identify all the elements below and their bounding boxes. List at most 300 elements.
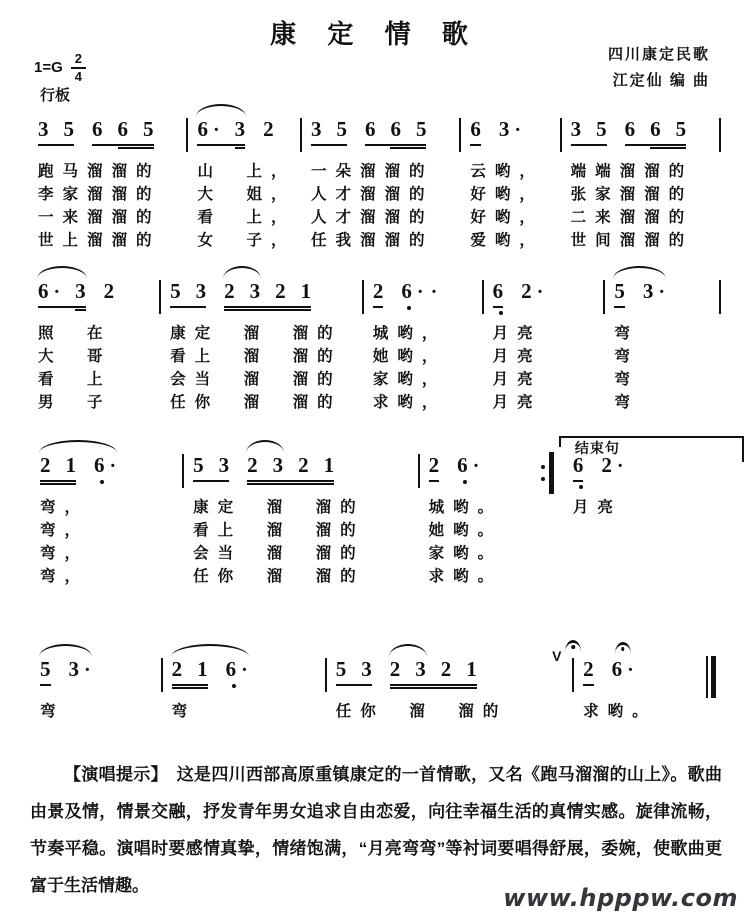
final-barline: [706, 638, 726, 698]
note-digit: 2: [298, 453, 309, 477]
lyric-line: 人才溜溜的: [310, 209, 434, 226]
note-6: [612, 659, 634, 680]
note-6: [94, 455, 116, 476]
note-digit: 1: [300, 279, 312, 303]
note-2: [104, 281, 115, 302]
barline-stroke: [719, 118, 721, 152]
beam-group: [429, 455, 440, 482]
note-digit: 5: [335, 657, 347, 681]
note-3: [499, 119, 521, 140]
notes-row: [191, 434, 410, 496]
note-2: [441, 659, 452, 680]
fermata-icon: [615, 642, 631, 654]
measure: [334, 638, 565, 723]
barline-stroke: [572, 658, 574, 692]
credit-arranger: 江定仙 编 曲: [612, 72, 710, 89]
thick-line: [711, 656, 716, 698]
note-1: [466, 659, 477, 680]
note-5: [614, 281, 625, 302]
measure: [309, 98, 452, 252]
beam-group: [470, 119, 481, 146]
note-6: [470, 119, 481, 140]
note-6: [457, 455, 479, 476]
beam-group: [247, 455, 334, 482]
repeat-dot: [541, 477, 545, 481]
augmentation-dot: ·: [658, 280, 666, 303]
measure: [491, 260, 597, 414]
note-6: [118, 119, 129, 140]
note-digit: 5: [336, 117, 347, 141]
lyric-line: 家哟，: [372, 371, 447, 388]
measure: [191, 434, 410, 588]
note-digit: 2: [103, 279, 115, 303]
notes-row: [581, 638, 706, 700]
lyric-line: 爱哟，: [470, 232, 544, 249]
lyric-line: 女 子，: [197, 232, 296, 249]
lyric-line: 二来溜溜的: [570, 209, 694, 226]
lyric-line: 任你 溜 溜的: [335, 703, 508, 720]
beam-group: [573, 455, 584, 482]
lyric-line: 看上 溜 溜的: [193, 522, 365, 539]
sixteenth-beam-group: [247, 455, 334, 476]
staff-system-1: [36, 98, 728, 252]
lyric-line: 男 子: [38, 394, 112, 411]
note-digit: 3: [249, 279, 261, 303]
barline-stroke: [325, 658, 327, 692]
measure: [168, 260, 355, 414]
note-group: [521, 281, 543, 308]
lyric-line: 人才溜溜的: [310, 186, 434, 203]
note-5: [596, 119, 607, 140]
note-group: [104, 281, 115, 308]
note-digit: 2: [224, 279, 235, 303]
lyric-line: 月亮: [492, 371, 542, 388]
meter-denominator: 4: [74, 68, 83, 84]
note-6: [625, 119, 636, 140]
note-digit: 6: [117, 117, 128, 141]
note-group: [499, 119, 521, 146]
note-digit: 2: [40, 453, 51, 477]
measure: [38, 434, 175, 588]
sixteenth-beam-group: [75, 281, 86, 302]
barline: [475, 260, 491, 314]
watermark-url: www.hpppw.com: [503, 884, 738, 912]
note-5: [64, 119, 75, 140]
note-5: [416, 119, 427, 140]
key-signature: [34, 52, 86, 83]
note-digit: 6: [92, 117, 103, 141]
barline: [175, 434, 191, 488]
note-6: [493, 281, 504, 302]
note-2: [247, 455, 258, 476]
lyric-line: 看 上: [38, 371, 112, 388]
augmentation-dot: ·: [430, 280, 438, 303]
note-3: [415, 659, 426, 680]
measure: [427, 434, 541, 588]
sixteenth-beam-group: [650, 119, 686, 140]
note-2: [601, 455, 623, 476]
beam-group: [390, 659, 477, 686]
note-digit: 6: [611, 657, 623, 681]
repeat-dot: [541, 465, 545, 469]
note-digit: 5: [415, 117, 427, 141]
note-6: [573, 455, 584, 476]
augmentation-dot: ·: [109, 454, 117, 477]
note-digit: 3: [75, 279, 86, 303]
note-2: [373, 281, 384, 302]
note-digit: 6: [401, 279, 412, 303]
barline: [355, 260, 371, 314]
sixteenth-beam-group: [224, 281, 311, 302]
beam-group: [625, 119, 687, 146]
augmentation-dot: ·: [472, 454, 480, 477]
note-digit: 2: [247, 453, 258, 477]
notes-row: [427, 434, 541, 496]
note-digit: 3: [498, 117, 510, 141]
sixteenth-beam-group: [390, 659, 477, 680]
augmentation-dot: ·: [627, 658, 634, 681]
note-3: [311, 119, 322, 140]
barline: [179, 98, 195, 152]
beam-group: [92, 119, 154, 146]
note-5: [40, 659, 51, 680]
credits: [608, 42, 710, 94]
note-digit: 2: [440, 657, 452, 681]
note-digit: 5: [596, 117, 607, 141]
staff-system-2: [36, 260, 728, 414]
note-digit: 5: [675, 117, 687, 141]
notes-row: [491, 260, 597, 322]
barline: [596, 260, 612, 314]
note-digit: 6: [572, 453, 584, 477]
measure: [571, 434, 740, 588]
note-5: [143, 119, 154, 140]
lyric-line: [571, 519, 740, 542]
lyric-line: 大 哥: [38, 348, 112, 365]
note-digit: 5: [63, 117, 74, 141]
thin-line: [706, 656, 708, 698]
note-digit: 5: [193, 453, 204, 477]
sixteenth-beam-group: [118, 119, 154, 140]
fermata-icon: [565, 640, 581, 652]
beam-group: [40, 455, 76, 482]
augmentation-dot: ·: [84, 658, 91, 681]
note-digit: 3: [642, 279, 654, 303]
note-digit: 3: [68, 657, 79, 681]
note-digit: 3: [361, 657, 372, 681]
note-group: [612, 659, 634, 686]
lyric-line: 大 姐，: [197, 186, 296, 203]
barline: [154, 638, 170, 692]
note-3: [38, 119, 49, 140]
beam-group: [197, 119, 245, 146]
note-6: [197, 119, 219, 140]
lyric-line: 弯，: [40, 522, 90, 539]
note-group: [401, 281, 437, 308]
barline-stroke: [459, 118, 461, 152]
lyric-line: 任你 溜 溜的: [193, 568, 365, 585]
note-group: [69, 659, 91, 686]
notes-row: [36, 98, 179, 160]
note-group: [601, 455, 623, 482]
lyric-line: 弯: [40, 703, 65, 720]
lyric-line: 看上 溜 溜的: [170, 348, 342, 365]
notes-row: [569, 98, 712, 160]
lyric-line: 任我溜溜的: [310, 232, 434, 249]
measure: [612, 260, 712, 414]
beam-group: [336, 659, 372, 686]
barline-stroke: [186, 118, 188, 152]
lyric-line: 月亮: [492, 394, 542, 411]
sixteenth-beam-group: [390, 119, 426, 140]
barline: [553, 98, 569, 152]
barline: [712, 260, 728, 314]
lyric-line: 求哟。: [428, 568, 503, 585]
note-3: [219, 455, 230, 476]
note-group: [94, 455, 116, 482]
lyric-line: 康定 溜 溜的: [170, 325, 342, 342]
note-5: [676, 119, 687, 140]
barline-stroke: [560, 118, 562, 152]
notes-row: [468, 98, 552, 160]
note-digit: 3: [218, 453, 230, 477]
note-2: [390, 659, 401, 680]
barline-stroke: [362, 280, 364, 314]
note-2: [298, 455, 309, 476]
augmentation-dot: ·: [616, 454, 624, 477]
note-6: [650, 119, 661, 140]
barline-stroke: [482, 280, 484, 314]
song-title: 康 定 情 歌: [270, 19, 480, 49]
note-3: [273, 455, 284, 476]
note-digit: 3: [38, 117, 49, 141]
note-6: [38, 281, 60, 302]
note-5: [336, 119, 347, 140]
note-digit: 6: [492, 279, 504, 303]
repeat-dots: [541, 465, 545, 481]
note-digit: 2: [275, 279, 286, 303]
barline: [552, 638, 581, 692]
beam-group: [373, 281, 384, 308]
note-digit: 2: [601, 453, 612, 477]
lyric-line: 弯，: [40, 545, 90, 562]
lyric-line: 看 上，: [197, 209, 296, 226]
note-digit: 2: [263, 117, 274, 141]
note-digit: 2: [171, 657, 183, 681]
lyric-line: 好哟，: [470, 209, 544, 226]
lyric-line: 山 上，: [197, 163, 296, 180]
measure: [38, 638, 154, 723]
note-group: [263, 119, 274, 146]
note-3: [196, 281, 207, 302]
notes-row: [334, 638, 565, 700]
note-digit: 3: [234, 117, 246, 141]
augmentation-dot: ·: [241, 658, 248, 681]
beam-group: [614, 281, 625, 308]
beam-group: [193, 455, 229, 482]
key-prefix: 1=G: [34, 59, 63, 77]
note-digit: 1: [197, 657, 208, 681]
ending-label: 结束句: [574, 440, 620, 456]
notes-row: [371, 260, 475, 322]
notes-row: [168, 260, 355, 322]
lyric-line: 弯，: [40, 499, 90, 516]
credit-origin: 四川康定民歌: [607, 46, 710, 63]
note-group: [457, 455, 479, 482]
note-6: [401, 281, 437, 302]
lyric-line: 照 在: [38, 325, 112, 342]
time-signature: [71, 52, 86, 83]
note-digit: 2: [389, 657, 401, 681]
lyric-line: 世间溜溜的: [570, 232, 694, 249]
thick-barline: [549, 452, 554, 494]
lyric-line: 弯: [171, 703, 197, 720]
note-3: [250, 281, 261, 302]
barline-stroke: [161, 658, 163, 692]
note-group: [226, 659, 248, 686]
lyric-line: 月亮: [492, 325, 542, 342]
beam-group: [224, 281, 311, 308]
note-digit: 3: [272, 453, 284, 477]
note-digit: 5: [40, 657, 51, 681]
lyric-line: 张家溜溜的: [570, 186, 694, 203]
note-3: [571, 119, 582, 140]
note-5: [336, 659, 347, 680]
measure: [468, 98, 552, 252]
note-digit: 2: [583, 657, 594, 681]
lyric-line: 世上溜溜的: [38, 232, 161, 249]
augmentation-dot: ·: [514, 118, 522, 141]
note-digit: 3: [415, 657, 426, 681]
note-1: [197, 659, 208, 680]
note-6: [226, 659, 248, 680]
measure: [371, 260, 475, 414]
note-2: [583, 659, 594, 680]
measure: [170, 638, 318, 723]
beam-group: [311, 119, 347, 146]
note-digit: 5: [143, 117, 154, 141]
lyric-line: 弯: [614, 371, 639, 388]
note-5: [193, 455, 204, 476]
beam-group: [493, 281, 504, 308]
measure: [195, 98, 296, 252]
measure: [581, 638, 706, 723]
performance-note: 【演唱提示】 这是四川西部高原重镇康定的一首情歌，又名《跑马溜溜的山上》。歌曲由景及情，情景交融，抒发青年男女追求自由恋爱，向往幸福生活的真情实感。旋律流畅，节奏平稳。演唱时要感情真挚，情绪饱满，“月亮弯弯”等衬词要唱得舒展，委婉，使歌曲更富于生活情趣。: [30, 765, 722, 895]
lyric-line: 求哟，: [372, 394, 447, 411]
lyric-line: 会当 溜 溜的: [193, 545, 365, 562]
barline-stroke: [719, 280, 721, 314]
note-3: [69, 659, 91, 680]
staff-system-4: [38, 638, 726, 723]
lyric-line: 任你 溜 溜的: [170, 394, 342, 411]
beam-group: [40, 659, 51, 686]
beam-group: [38, 281, 86, 308]
lyric-line: 云哟，: [470, 163, 544, 180]
measure: [569, 98, 712, 252]
barline: [712, 98, 728, 152]
note-5: [170, 281, 181, 302]
lyric-line: 弯: [614, 348, 639, 365]
lyric-line: 弯: [614, 325, 639, 342]
beam-group: [172, 659, 208, 686]
note-6: [365, 119, 376, 140]
barline: [152, 260, 168, 314]
staff-system-3: [38, 434, 740, 588]
note-2: [521, 281, 543, 302]
final-bar: [706, 656, 726, 698]
lyric-line: [571, 565, 740, 588]
note-digit: 6: [197, 117, 208, 141]
beam-group: [583, 659, 594, 686]
note-6: [390, 119, 401, 140]
lyric-line: 端端溜溜的: [570, 163, 694, 180]
note-digit: 6: [390, 117, 401, 141]
note-digit: 6: [457, 453, 468, 477]
barline: [452, 98, 468, 152]
measure: [36, 98, 179, 252]
note-1: [66, 455, 77, 476]
note-3: [643, 281, 665, 302]
note-digit: 6: [38, 279, 49, 303]
note-group: [643, 281, 665, 308]
augmentation-dot: ·: [212, 118, 220, 141]
sixteenth-beam-group: [40, 455, 76, 476]
note-3: [361, 659, 372, 680]
lyric-line: 一来溜溜的: [38, 209, 161, 226]
lyric-line: 跑马溜溜的: [38, 163, 161, 180]
barline: [411, 434, 427, 488]
augmentation-dot: ·: [53, 280, 61, 303]
note-2: [429, 455, 440, 476]
lyric-line: 她哟。: [428, 522, 503, 539]
lyric-line: 城哟。: [428, 499, 503, 516]
meter-numerator: 2: [71, 52, 86, 69]
barline-stroke: [159, 280, 161, 314]
beam-group: [38, 119, 74, 146]
note-2: [224, 281, 235, 302]
beam-group: [365, 119, 427, 146]
notes-row: [309, 98, 452, 160]
note-6: [92, 119, 103, 140]
augmentation-dot: ·: [536, 280, 544, 303]
lyric-line: 李家溜溜的: [38, 186, 161, 203]
note-digit: 6: [94, 453, 105, 477]
note-digit: 3: [310, 117, 322, 141]
note-digit: 6: [470, 117, 481, 141]
note-1: [301, 281, 312, 302]
note-2: [275, 281, 286, 302]
repeat-sign: [541, 452, 571, 494]
tempo-marking: 行板: [40, 87, 71, 104]
breath-mark: V: [552, 648, 562, 664]
note-digit: 5: [170, 279, 181, 303]
sixteenth-beam-group: [235, 119, 246, 140]
lyric-line: 家哟。: [428, 545, 503, 562]
note-digit: 5: [614, 279, 625, 303]
note-digit: 6: [624, 117, 636, 141]
barline: [293, 98, 309, 152]
note-2: [172, 659, 183, 680]
note-digit: 6: [650, 117, 661, 141]
lyric-line: 康定 溜 溜的: [193, 499, 365, 516]
augmentation-dot: ·: [416, 280, 424, 303]
lyric-line: 她哟，: [372, 348, 447, 365]
note-3: [75, 281, 86, 302]
note-digit: 3: [195, 279, 207, 303]
beam-group: [170, 281, 206, 308]
note-digit: 2: [372, 279, 384, 303]
barline-stroke: [182, 454, 184, 488]
